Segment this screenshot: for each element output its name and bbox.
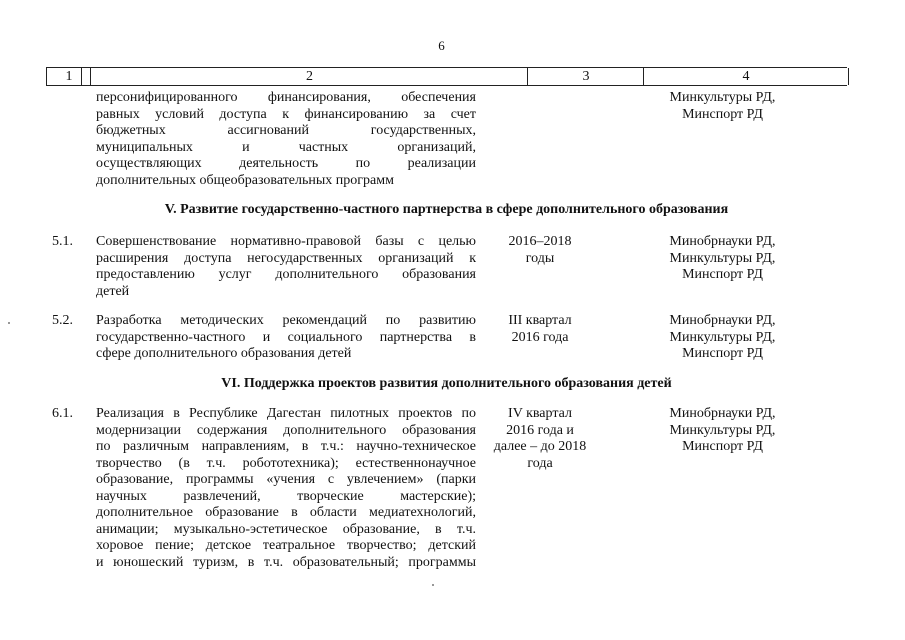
item-desc-line: образование, программы «учения с увлечением» (парки [96, 472, 476, 487]
continuation-desc-line: равных условий доступа к финансированию за счет [96, 106, 476, 122]
item-number: 6.1. [52, 406, 73, 421]
item-number: 5.1. [52, 234, 73, 249]
item-description [96, 406, 476, 571]
section-heading-6: VI. Поддержка проектов развития дополнительного образования детей [221, 376, 672, 391]
item-desc-line: детей [96, 283, 130, 299]
item-executors [620, 313, 825, 363]
item-description [96, 234, 476, 300]
continuation-desc-line: дополнительных общеобразовательных программ [96, 172, 394, 188]
item-desc-line: по различным направлениям, в т.ч.: научно-техническое [96, 439, 476, 454]
table-header-col-4: 4 [643, 68, 849, 85]
executor-line: Минкультуры РД, [669, 90, 776, 105]
executor-line: Минобрнауки РД, [669, 234, 776, 249]
item-desc-line: расширения доступа негосударственных организаций к [96, 250, 476, 266]
continuation-description [96, 90, 476, 189]
continuation-desc-line: бюджетных ассигнований государственных, [96, 123, 476, 138]
header-divider [81, 68, 82, 85]
item-description [96, 313, 476, 363]
executor-line: Минобрнауки РД, [669, 313, 776, 328]
item-desc-line: и юношеский туризм, в т.ч. образовательный; программы [96, 554, 476, 570]
term-line: далее – до 2018 [493, 439, 587, 454]
term-line: 2016 года и [506, 422, 574, 438]
executor-line: Минспорт РД [682, 106, 763, 122]
table-header-col-2: 2 [90, 68, 528, 85]
executor-line: Минкультуры РД, [669, 422, 776, 438]
table-header-col-1-label: 1 [65, 69, 73, 84]
table-header-row [46, 67, 847, 86]
table-header-col-3: 3 [527, 68, 644, 85]
continuation-executors [620, 90, 825, 123]
item-desc-line: научных развлечений, творческие мастерские); [96, 488, 476, 504]
table-header-col-1 [46, 68, 91, 85]
item-desc-line: сфере дополнительного образования детей [96, 346, 352, 361]
scan-speck [432, 584, 434, 586]
continuation-desc-line: муниципальных и частных организаций, [96, 139, 476, 155]
term-line: годы [525, 250, 555, 266]
scan-speck [8, 322, 10, 324]
term-line: 2016 года [511, 329, 569, 345]
item-executors [620, 406, 825, 456]
item-term [484, 234, 596, 267]
item-term [484, 313, 596, 346]
executor-line: Минспорт РД [682, 439, 763, 454]
executor-line: Минспорт РД [682, 267, 763, 282]
section-heading-5: V. Развитие государственно-частного партнерства в сфере дополнительного образования [164, 202, 729, 217]
continuation-desc-line: персонифицированного финансирования, обеспечения [96, 90, 476, 105]
item-desc-line: Совершенствование нормативно-правовой базы с целью [96, 234, 476, 249]
executor-line: Минобрнауки РД, [669, 406, 776, 421]
item-desc-line: хоровое пение; детское театральное творчество; детский [96, 538, 476, 553]
item-desc-line: государственно-частного и социального партнерства в [96, 329, 476, 345]
term-line: года [527, 455, 553, 471]
item-desc-line: анимации; музыкально-эстетическое образование, в т.ч. [96, 521, 476, 537]
executor-line: Минкультуры РД, [669, 250, 776, 266]
term-line: III квартал [508, 313, 572, 328]
item-desc-line: предоставлению услуг дополнительного образования [96, 267, 476, 282]
item-desc-line: Реализация в Республике Дагестан пилотных проектов по [96, 406, 476, 421]
item-term [484, 406, 596, 472]
item-desc-line: дополнительное образование в области медиатехнологий, [96, 505, 476, 520]
page-number: 6 [438, 38, 445, 53]
item-number: 5.2. [52, 313, 73, 328]
continuation-desc-line: осуществляющих деятельность по реализации [96, 156, 476, 171]
item-desc-line: модернизации содержания дополнительного образования [96, 422, 476, 438]
term-line: IV квартал [508, 406, 572, 421]
item-desc-line: творчество (в т.ч. робототехника); естественнонаучное [96, 455, 476, 471]
item-executors [620, 234, 825, 284]
executor-line: Минспорт РД [682, 346, 763, 361]
item-desc-line: Разработка методических рекомендаций по развитию [96, 313, 476, 328]
executor-line: Минкультуры РД, [669, 329, 776, 345]
term-line: 2016–2018 [508, 234, 572, 249]
